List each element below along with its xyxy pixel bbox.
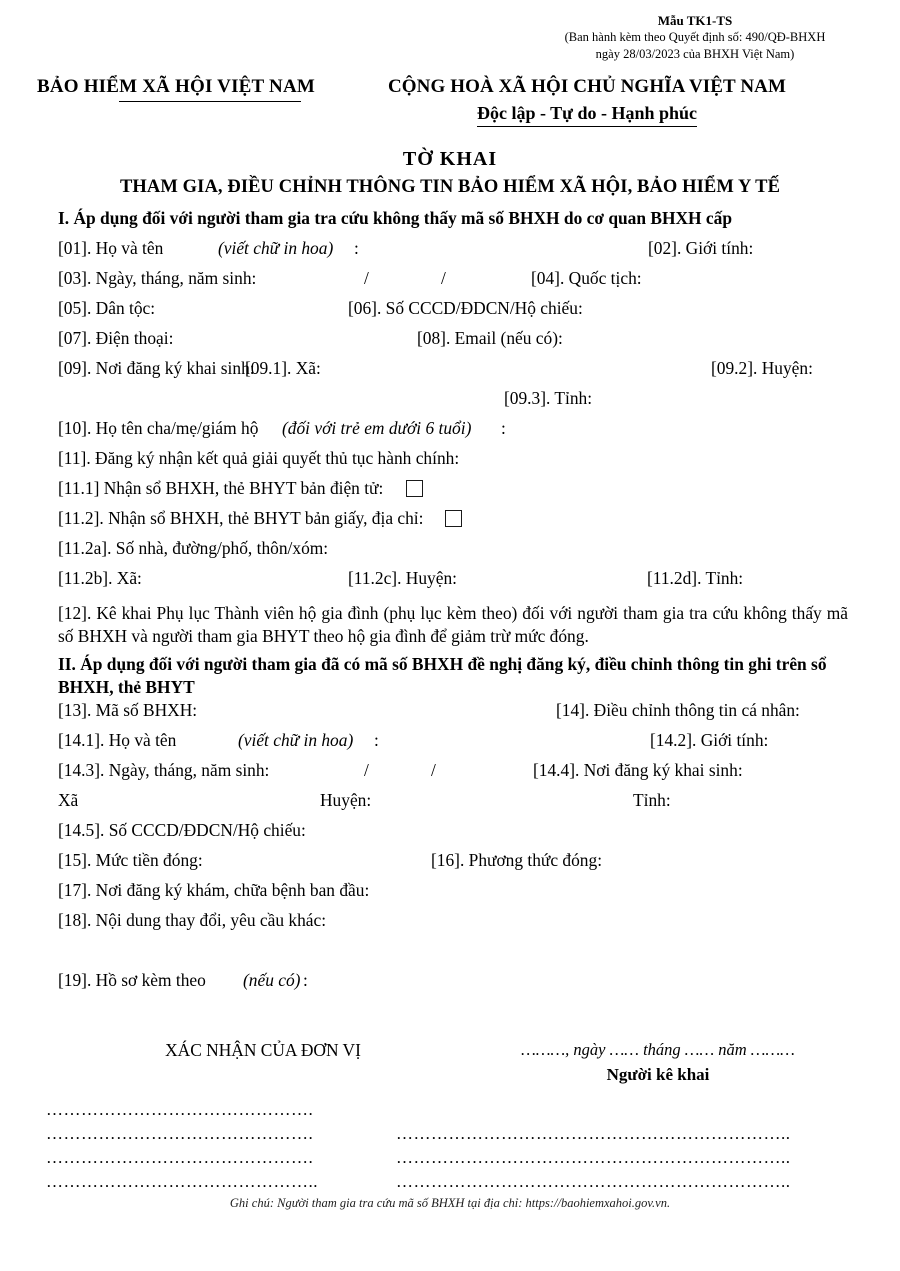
field-03-label: [03]. Ngày, tháng, năm sinh: [58,268,257,288]
field-row-19 [58,969,848,1002]
section-1-heading: I. Áp dụng đối với người tham gia tra cứu không thấy mã số BHXH do cơ quan BHXH cấp [58,208,733,228]
field-16-label: [16]. Phương thức đóng: [431,849,603,870]
section-2-heading-line-2: ghi trên sổ BHXH, thẻ BHYT [58,654,827,697]
birthplace-province-label: Tỉnh: [633,789,671,810]
field-14-1-label: [14.1]. Họ và tên [58,729,177,750]
field-row-14-3 [58,759,848,792]
field-10-colon: : [501,418,506,438]
field-17-label: [17]. Nơi đăng ký khám, chữa bệnh ban đầu: [58,879,370,900]
field-02-label: [02]. Giới tính: [648,238,754,258]
field-row-05 [58,300,848,330]
field-row-10 [58,420,848,450]
field-14-3-slash-2: / [431,759,436,780]
field-row-03 [58,270,848,300]
field-01-label: [01]. Họ và tên [58,238,164,258]
field-14-2-label: [14.2]. Giới tính: [650,729,769,750]
form-issued-line-2: ngày 28/03/2023 của BHXH Việt Nam) [595,46,795,61]
form-code-number: Mẫu TK1-TS [657,13,733,28]
field-row-09 [58,360,848,390]
field-14-3-slash-1: / [364,759,369,780]
field-row-11-2b [58,570,848,600]
field-row-18 [58,909,848,942]
field-08-label: [08]. Email (nếu có): [417,328,563,348]
checkbox-icon[interactable] [406,480,423,497]
field-row-13 [58,699,848,732]
field-row-11-1 [58,480,848,510]
field-row-15 [58,849,848,882]
field-row-11-2a [58,540,848,570]
declarant-block [458,1040,858,1085]
field-09-2-label: [09.2]. Huyện: [711,358,813,378]
checkbox-icon[interactable] [445,510,462,527]
form-body [58,210,848,1002]
field-09-1-label: [09.1]. Xã: [245,358,321,378]
country-motto: Độc lập - Tự do - Hạnh phúc [477,103,697,127]
birthplace-district-label: Huyện: [320,789,372,810]
organization-name [0,76,352,98]
birthplace-commune-label: Xã [58,789,79,810]
field-row-07 [58,330,848,360]
field-19-label: [19]. Hồ sơ kèm theo [58,969,206,990]
field-row-11 [58,450,848,480]
field-11-2b-label: [11.2b]. Xã: [58,568,142,588]
field-14-1-hint: (viết chữ in hoa) [238,729,354,750]
date-line: ………, ngày …… tháng …… năm ……… [521,1040,795,1059]
checkbox-electronic[interactable] [402,480,423,498]
field-09-3-label: [09.3]. Tỉnh: [504,388,593,408]
field-10-hint: (đối với trẻ em dưới 6 tuổi) [282,418,472,438]
field-01-hint: (viết chữ in hoa) [218,238,334,258]
field-19-colon: : [303,969,308,990]
field-row-14-1 [58,729,848,762]
field-14-label: [14]. Điều chỉnh thông tin cá nhân: [556,699,800,720]
unit-confirmation-title: XÁC NHẬN CỦA ĐƠN VỊ [165,1040,361,1060]
dotted-line: ………………………………………. [46,1100,314,1119]
checkbox-paper[interactable] [441,510,462,528]
field-03-slash-1: / [364,268,369,288]
field-11-2c-label: [11.2c]. Huyện: [348,568,457,588]
field-row-14-5 [58,819,848,852]
dotted-line: ………………………………………………………….. [396,1124,791,1143]
title-line-1: TỜ KHAI [402,148,498,170]
declarant-role: Người kê khai [606,1065,710,1084]
country-header [352,76,822,127]
field-11-label: [11]. Đăng ký nhận kết quả giải quyết thủ tục hành chính: [58,448,460,468]
footer-note: Ghi chú: Người tham gia tra cứu mã số BHXH tại địa chỉ: https://baohiemxahoi.gov.vn. [229,1196,671,1210]
organization-underline [119,101,301,102]
field-11-2a-label: [11.2a]. Số nhà, đường/phố, thôn/xóm: [58,538,329,558]
form-issued-line-1: (Ban hành kèm theo Quyết định số: 490/QĐ-BHXH [564,30,826,45]
section-2-heading-line-1: II. Áp dụng đối với người tham gia đã có mã số BHXH đề nghị đăng ký, điều chỉnh thông tin [58,654,744,675]
country-name: CỘNG HOÀ XÃ HỘI CHỦ NGHĨA VIỆT NAM [387,76,787,97]
field-11-1-label: [11.1] Nhận sổ BHXH, thẻ BHYT bản điện tử: [58,478,384,498]
field-01-colon: : [354,238,359,258]
field-14-4-label: [14.4]. Nơi đăng ký khai sinh: [533,759,743,780]
organization-label: BẢO HIỂM XÃ HỘI VIỆT NAM [36,76,316,97]
field-row-17 [58,879,848,912]
dotted-line: ………………………………………………………….. [396,1148,791,1167]
signature-lines-left [46,1100,366,1196]
field-13-label: [13]. Mã số BHXH: [58,699,198,720]
field-10-label: [10]. Họ tên cha/mẹ/giám hộ [58,418,259,438]
field-12-text: [12]. Kê khai Phụ lục Thành viên hộ gia đình (phụ lục kèm theo) đối với người tham gia tra cứu không thấy mã số BHXH và người tham gia BHYT theo hộ gia đình để giảm trừ mức đóng. [58,603,848,646]
field-15-label: [15]. Mức tiền đóng: [58,849,203,870]
page-title [0,148,900,198]
field-03-slash-2: / [441,268,446,288]
signature-lines-right [396,1124,846,1196]
field-row-11-2 [58,510,848,540]
dotted-line: ………………………………………. [46,1124,314,1143]
field-row-09-3 [58,390,848,420]
field-19-hint: (nếu có) [243,969,301,990]
field-05-label: [05]. Dân tộc: [58,298,156,318]
field-18-label: [18]. Nội dung thay đổi, yêu cầu khác: [58,909,327,930]
field-04-label: [04]. Quốc tịch: [531,268,642,288]
field-11-2d-label: [11.2d]. Tỉnh: [647,568,744,588]
field-14-3-label: [14.3]. Ngày, tháng, năm sinh: [58,759,270,780]
field-09-label: [09]. Nơi đăng ký khai sinh: [58,358,255,378]
field-11-2-label: [11.2]. Nhận sổ BHXH, thẻ BHYT bản giấy, địa chỉ: [58,508,424,528]
field-row-birth-place [58,789,848,822]
field-06-label: [06]. Số CCCD/ĐDCN/Hộ chiếu: [348,298,583,318]
section-2-heading [58,653,848,698]
field-row-01 [58,240,848,270]
field-14-1-colon: : [374,729,379,750]
dotted-line: ……………………………………….. [46,1172,318,1191]
document-header [0,76,900,127]
dotted-line: ………………………………………………………….. [396,1172,791,1191]
dotted-line: ………………………………………. [46,1148,314,1167]
field-07-label: [07]. Điện thoại: [58,328,174,348]
title-line-2: THAM GIA, ĐIỀU CHỈNH THÔNG TIN BẢO HIỂM XÃ HỘI, BẢO HIỂM Y TẾ [119,177,781,197]
field-14-5-label: [14.5]. Số CCCD/ĐDCN/Hộ chiếu: [58,819,306,840]
form-code-block [520,12,870,62]
